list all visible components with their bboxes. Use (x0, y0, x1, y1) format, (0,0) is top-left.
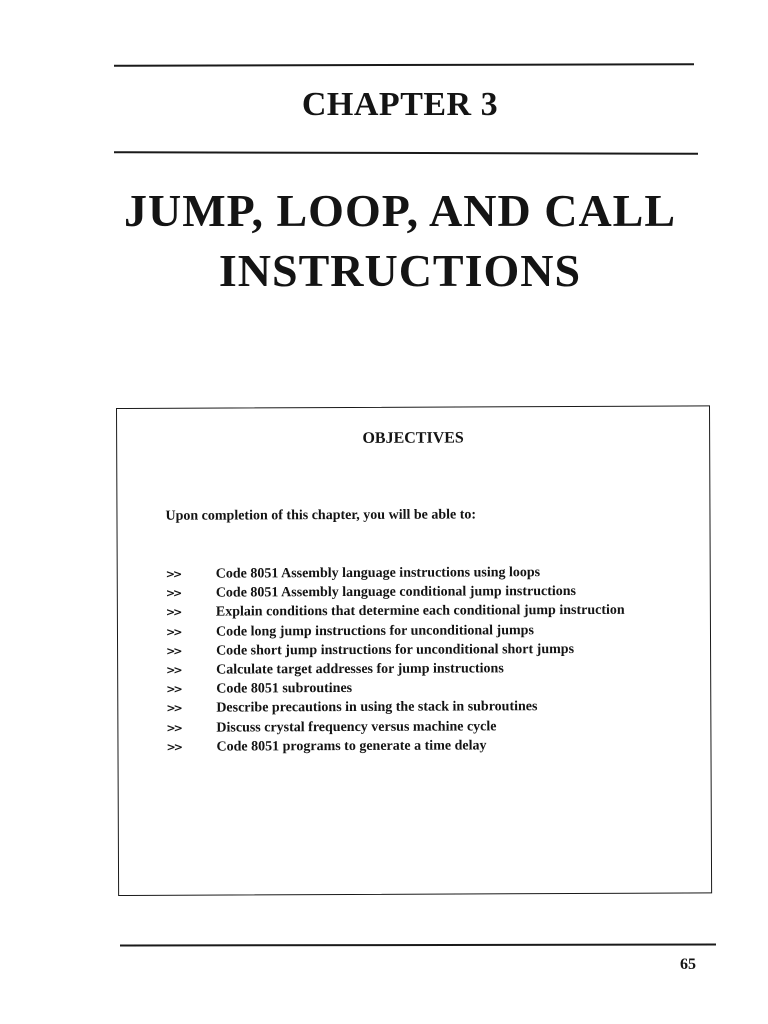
chapter-title-line-1: JUMP, LOOP, AND CALL (123, 185, 677, 236)
objective-text: Code 8051 programs to generate a time delay (216, 738, 487, 755)
double-chevron-right-icon: >> (166, 721, 181, 735)
double-chevron-right-icon: >> (166, 663, 181, 677)
double-chevron-right-icon: >> (166, 644, 181, 658)
double-chevron-right-icon: >> (165, 606, 181, 620)
objective-text: Code long jump instructions for unconditional jumps (215, 622, 534, 640)
footer-rule (120, 943, 716, 946)
double-chevron-right-icon: >> (166, 740, 181, 754)
double-chevron-right-icon: >> (165, 625, 181, 639)
chapter-label: CHAPTER 3 (301, 86, 499, 123)
objective-text: Explain conditions that determine each conditional jump instruction (215, 603, 625, 620)
objectives-heading: OBJECTIVES (362, 429, 464, 447)
objectives-intro: Upon completion of this chapter, you will be able to: (165, 507, 477, 524)
objective-text: Code 8051 subroutines (216, 681, 353, 697)
objective-text: Discuss crystal frequency versus machine cycle (216, 718, 497, 736)
objective-text: Code short jump instructions for unconditional short jumps (216, 641, 575, 659)
objective-text: Calculate target addresses for jump instructions (216, 661, 504, 678)
list-item (166, 661, 625, 682)
page-number: 65 (680, 956, 696, 973)
objective-text: Code 8051 Assembly language conditional jump instructions (215, 584, 577, 601)
objective-text: Describe precautions in using the stack in subroutines (216, 699, 538, 716)
chapter-title-line-2: INSTRUCTIONS (218, 245, 582, 296)
double-chevron-right-icon: >> (165, 586, 181, 600)
list-item (166, 565, 625, 586)
top-rule (114, 63, 694, 67)
objectives-list (166, 565, 626, 759)
list-item (166, 603, 625, 624)
double-chevron-right-icon: >> (166, 682, 181, 696)
list-item (166, 584, 625, 605)
header-rule (114, 151, 698, 155)
list-item (166, 622, 625, 643)
list-item (166, 737, 625, 758)
double-chevron-right-icon: >> (166, 702, 181, 716)
list-item (166, 642, 625, 663)
objectives-box (116, 405, 712, 896)
list-item (166, 718, 625, 739)
double-chevron-right-icon: >> (165, 567, 181, 581)
list-item (166, 699, 625, 720)
list-item (166, 680, 625, 701)
objective-text: Code 8051 Assembly language instructions using loops (215, 565, 541, 582)
